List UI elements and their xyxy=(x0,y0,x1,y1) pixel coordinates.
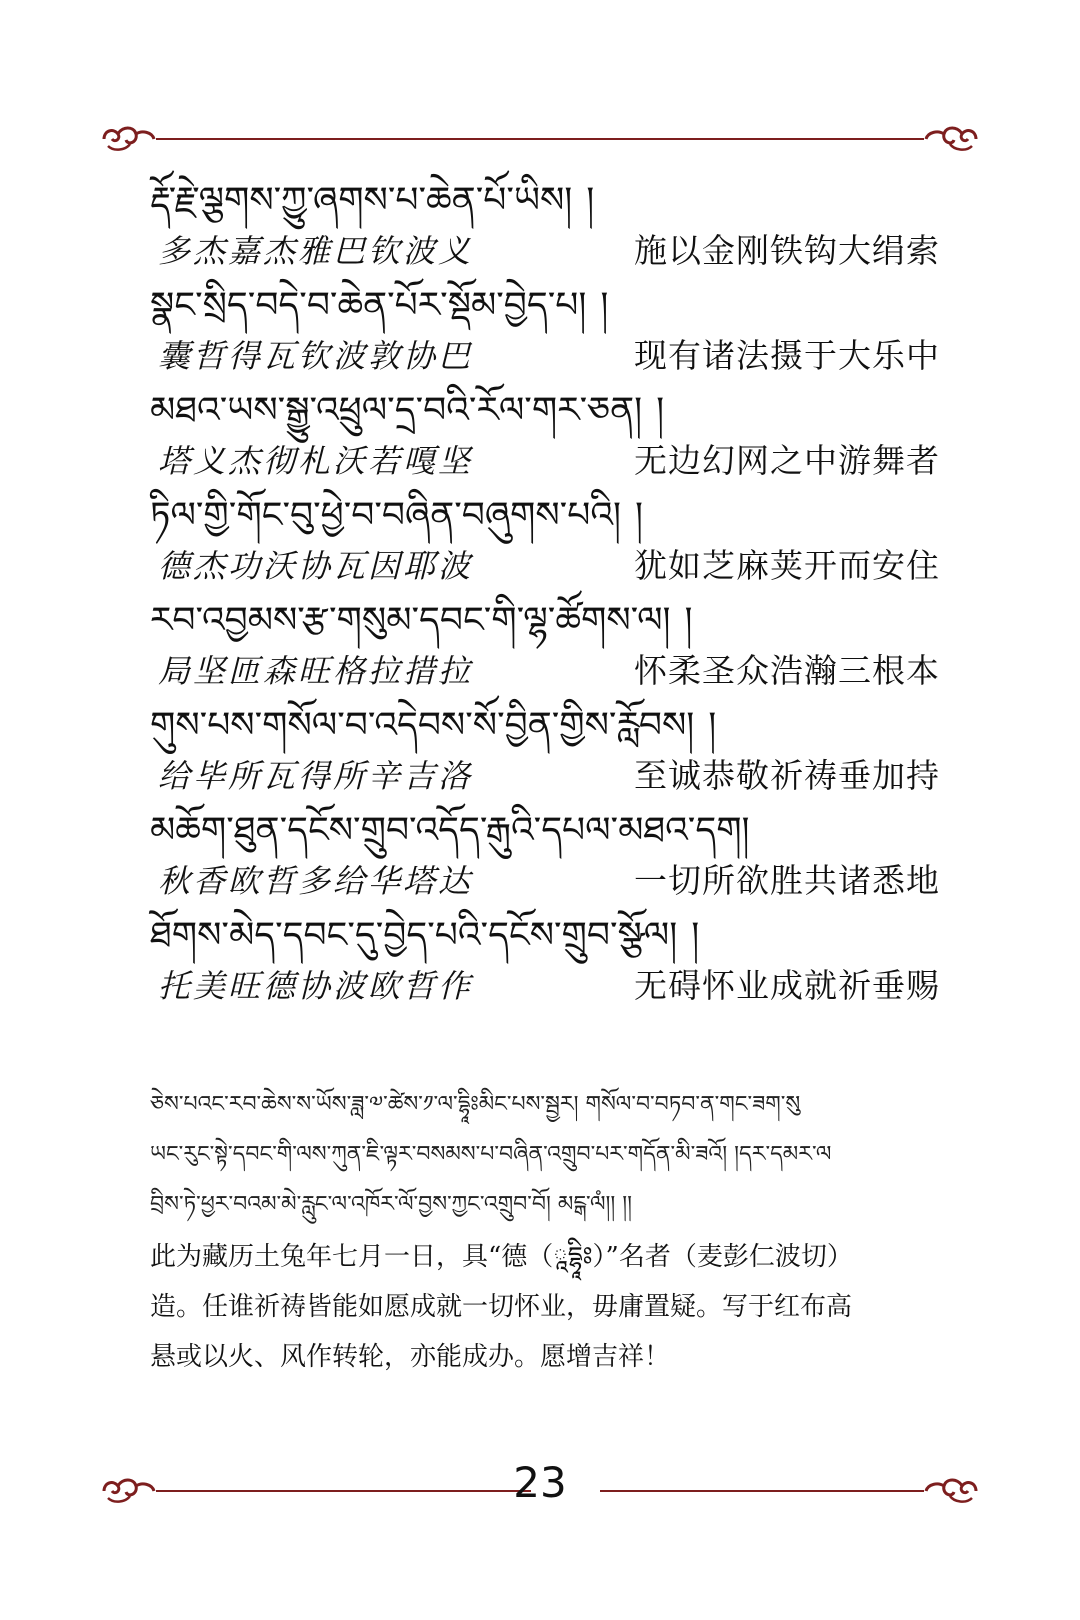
verse-2 xyxy=(150,283,940,388)
chinese-translation: 犹如芝麻荚开而安住 xyxy=(634,546,940,585)
colophon-chinese xyxy=(150,1232,940,1382)
tibetan-line: རབ་འབྱམས་རྩ་གསུམ་དབང་གི་ལྷ་ཚོགས་ལ། ། xyxy=(150,600,693,641)
verse-5 xyxy=(150,598,940,703)
verse-6 xyxy=(150,703,940,808)
verse-8 xyxy=(150,913,940,1018)
tibetan-line: ཏིལ་གྱི་གོང་བུ་ཕྱེ་བ་བཞིན་བཞུགས་པའི། ། xyxy=(150,495,643,536)
chinese-translation: 现有诸法摄于大乐中 xyxy=(634,336,940,375)
colophon-chinese-line: 造。任谁祈祷皆能如愿成就一切怀业，毋庸置疑。写于红布高 xyxy=(150,1292,853,1322)
chinese-translation: 怀柔圣众浩瀚三根本 xyxy=(634,651,940,690)
colophon-chinese-line: 悬或以火、风作转轮，亦能成办。愿增吉祥！ xyxy=(150,1342,671,1372)
colophon-chinese-line: 此为藏历土兔年七月一日，具“德（ཱདྷཱིཿ）”名者（麦彭仁波切） xyxy=(150,1242,853,1272)
transliteration-line: 多杰嘉杰雅巴钦波义 xyxy=(158,232,474,270)
verse-1 xyxy=(150,178,940,283)
verse-3 xyxy=(150,388,940,493)
transliteration-line: 托美旺德协波欧哲作 xyxy=(158,967,474,1005)
colophon-tibetan xyxy=(150,1080,940,1230)
chinese-translation: 无碍怀业成就祈垂赐 xyxy=(634,966,940,1005)
colophon-tibetan-line: ཡང་རུང་སྟེ་དབང་གི་ལས་ཀུན་ཇི་ལྟར་བསམས་པ་བཞིན་འགྲུབ་པར་གདོན་མི་ཟའོ། །དར་དམར་ལ xyxy=(150,1142,832,1167)
colophon-tibetan-line: ཅེས་པའང་རབ་ཆེས་ས་ཡོས་ཟླ་༧་ཚེས་༡་ལ་དྷཱིཿམིང་པས་སྦྱར། གསོལ་བ་བཏབ་ན་གང་ཟག་སུ xyxy=(150,1092,801,1117)
transliteration-line: 给毕所瓦得所辛吉洛 xyxy=(158,757,474,795)
tibetan-line: གུས་པས་གསོལ་བ་འདེབས་སོ་བྱིན་གྱིས་རློབས། ། xyxy=(150,705,717,746)
cloud-scroll-ornament-right-icon xyxy=(924,1474,980,1508)
tibetan-line: སྣང་སྲིད་བདེ་བ་ཆེན་པོར་སྡོམ་བྱེད་པ། ། xyxy=(150,285,609,326)
cloud-scroll-ornament-left-icon xyxy=(100,122,156,156)
verse-4 xyxy=(150,493,940,598)
tibetan-line: ཐོགས་མེད་དབང་དུ་བྱེད་པའི་དངོས་གྲུབ་སྩོལ། ། xyxy=(150,915,700,956)
transliteration-line: 德杰功沃协瓦因耶波 xyxy=(158,547,474,585)
transliteration-line: 局坚匝森旺格拉措拉 xyxy=(158,652,474,690)
tibetan-line: རྡོ་རྗེ་ལྕགས་ཀྱུ་ཞགས་པ་ཆེན་པོ་ཡིས། ། xyxy=(150,180,595,221)
page-number: 23 xyxy=(513,1458,567,1507)
cloud-scroll-ornament-left-icon xyxy=(100,1474,156,1508)
top-ornament-rule xyxy=(100,122,980,156)
verse-7 xyxy=(150,808,940,913)
tibetan-line: མཆོག་ཐུན་དངོས་གྲུབ་འདོད་རྒུའི་དཔལ་མཐའ་དག། xyxy=(150,810,750,851)
verse-list xyxy=(150,178,940,1018)
transliteration-line: 塔义杰彻札沃若嘎坚 xyxy=(158,442,474,480)
tibetan-line: མཐའ་ཡས་སྒྱུ་འཕྲུལ་དྲ་བའི་རོལ་གར་ཅན། ། xyxy=(150,390,665,431)
transliteration-line: 囊哲得瓦钦波敦协巴 xyxy=(158,337,474,375)
cloud-scroll-ornament-right-icon xyxy=(924,122,980,156)
chinese-translation: 无边幻网之中游舞者 xyxy=(634,441,940,480)
colophon-tibetan-line: བྲིས་ཏེ་ཕྱར་བའམ་མེ་རླུང་ལ་འཁོར་ལོ་བྱས་ཀྱང་འགྲུབ་བོ། མངྒ་ལཾ།། །། xyxy=(150,1192,633,1217)
chinese-translation: 一切所欲胜共诸悉地 xyxy=(634,861,940,900)
chinese-translation: 施以金刚铁钩大绢索 xyxy=(634,231,940,270)
transliteration-line: 秋香欧哲多给华塔达 xyxy=(158,862,474,900)
chinese-translation: 至诚恭敬祈祷垂加持 xyxy=(634,756,940,795)
